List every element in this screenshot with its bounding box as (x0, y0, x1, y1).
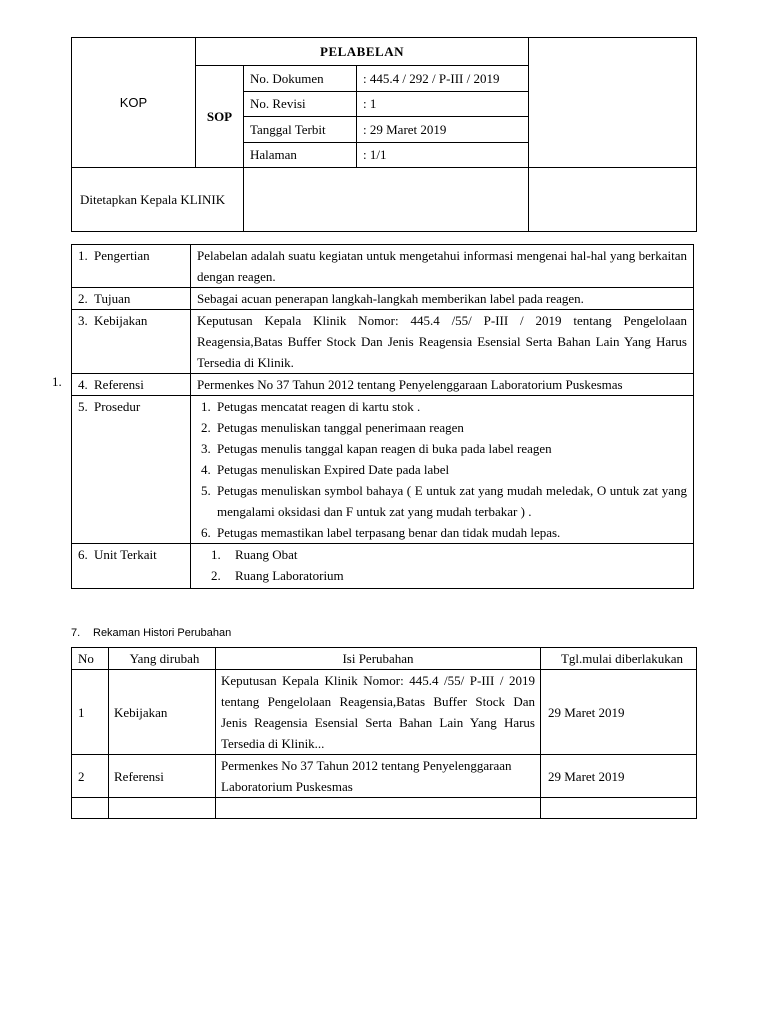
section-row (72, 288, 694, 310)
history-isi: Permenkes No 37 Tahun 2012 tentang Penyelenggaraan Laboratorium Puskesmas (216, 755, 541, 798)
unit-item: 2. Ruang Laboratorium (211, 568, 344, 583)
history-isi: Keputusan Kepala Klinik Nomor: 445.4 /55/ P-III / 2019 tentang Pengelolaan Reagensia,Batas Buffer Stock Dan Jenis Reagensia Esensial Serta Bahan Lain Yang Harus Tersedia di Klinik... (216, 670, 541, 755)
section-number: 5. (78, 399, 88, 414)
section-label-pengertian: Pengertian (94, 248, 150, 263)
history-tgl: 29 Maret 2019 (541, 670, 697, 755)
section-number: 4. (78, 377, 88, 392)
section-text-tujuan: Sebagai acuan penerapan langkah-langkah memberikan label pada reagen. (191, 288, 694, 310)
section-label-tujuan: Tujuan (94, 291, 131, 306)
history-col-item: Yang dirubah (109, 648, 216, 670)
meta-value-revisi: : 1 (357, 92, 529, 117)
header-table (71, 37, 697, 232)
kop-cell (72, 38, 196, 168)
meta-label-revisi: No. Revisi (244, 92, 357, 117)
table-row (72, 798, 697, 819)
history-col-no: No (72, 648, 109, 670)
ditetapkan-label: Ditetapkan Kepala KLINIK (72, 168, 244, 232)
section-text-kebijakan: Keputusan Kepala Klinik Nomor: 445.4 /55/ P-III / 2019 tentang Pengelolaan Reagensia,Batas Buffer Stock Dan Jenis Reagensia Esensial Serta Bahan Lain Yang Harus Tersedia di Klinik. (191, 310, 694, 374)
meta-label-dokumen: No. Dokumen (244, 66, 357, 92)
table-row (72, 755, 697, 798)
meta-label-tanggal: Tanggal Terbit (244, 117, 357, 143)
prosedur-step: 2. Petugas menuliskan tanggal penerimaan reagen (201, 420, 464, 435)
section-text-referensi: Permenkes No 37 Tahun 2012 tentang Penyelenggaraan Laboratorium Puskesmas (191, 374, 694, 396)
document-title: PELABELAN (196, 38, 529, 66)
section-row (72, 544, 694, 589)
section-number: 6. (78, 547, 88, 562)
prosedur-step: 6. Petugas memastikan label terpasang benar dan tidak mudah lepas. (201, 525, 561, 540)
section-label-unit-terkait: Unit Terkait (94, 547, 157, 562)
history-table (71, 647, 697, 819)
prosedur-step: 3. Petugas menulis tanggal kapan reagen di buka pada label reagen (201, 441, 552, 456)
prosedur-step: 1. Petugas mencatat reagen di kartu stok . (201, 399, 421, 414)
history-section-number: 7. (71, 627, 81, 639)
table-row (72, 670, 697, 755)
meta-value-dokumen: : 445.4 / 292 / P-III / 2019 (357, 66, 529, 92)
history-header-row (72, 648, 697, 670)
section-label-kebijakan: Kebijakan (94, 313, 148, 328)
history-heading (71, 627, 231, 639)
section-label-referensi: Referensi (94, 377, 144, 392)
section-row (72, 374, 694, 396)
history-no: 2 (72, 755, 109, 798)
history-item: Referensi (109, 755, 216, 798)
section-number: 1. (78, 248, 88, 263)
sop-table (71, 244, 694, 589)
prosedur-list (201, 396, 687, 543)
history-col-isi: Isi Perubahan (216, 648, 541, 670)
history-tgl (541, 798, 697, 819)
prosedur-step: 5. Petugas menuliskan symbol bahaya ( E untuk zat yang mudah meledak, O untuk zat yang mengalami oksidasi dan F untuk zat yang mudah terbakar ) . (201, 483, 687, 519)
history-section-title: Rekaman Histori Perubahan (93, 627, 232, 639)
section-row (72, 245, 694, 288)
section-number: 2. (78, 291, 88, 306)
history-tgl: 29 Maret 2019 (541, 755, 697, 798)
outer-number: 1. (52, 374, 62, 389)
meta-value-tanggal: : 29 Maret 2019 (357, 117, 529, 143)
section-row (72, 396, 694, 544)
section-row (72, 310, 694, 374)
sop-label: SOP (196, 66, 244, 168)
stamp-cell (529, 168, 697, 232)
history-item (109, 798, 216, 819)
history-col-tgl: Tgl.mulai diberlakukan (541, 648, 697, 670)
kop-label: KOP (119, 95, 148, 110)
history-item: Kebijakan (109, 670, 216, 755)
section-text-pengertian: Pelabelan adalah suatu kegiatan untuk mengetahui informasi mengenai hal-hal yang berkaitan dengan reagen. (191, 245, 694, 288)
unit-list (197, 544, 687, 586)
meta-value-halaman: : 1/1 (357, 143, 529, 168)
unit-item: 1. Ruang Obat (211, 547, 298, 562)
meta-label-halaman: Halaman (244, 143, 357, 168)
prosedur-step: 4. Petugas menuliskan Expired Date pada label (201, 462, 450, 477)
section-label-prosedur: Prosedur (94, 399, 141, 414)
history-no: 1 (72, 670, 109, 755)
logo-cell (529, 38, 697, 168)
section-number: 3. (78, 313, 88, 328)
history-isi (216, 798, 541, 819)
history-no (72, 798, 109, 819)
signature-cell (244, 168, 529, 232)
